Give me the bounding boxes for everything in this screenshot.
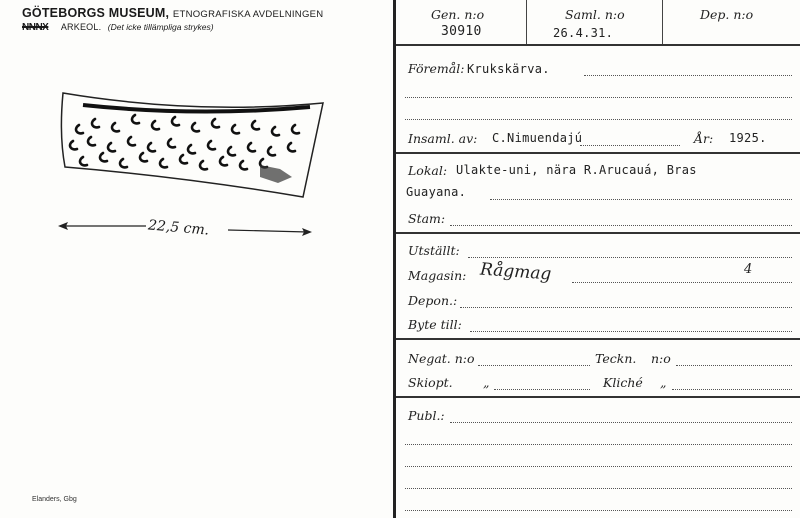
dotted-line	[450, 225, 792, 226]
museum-name: GÖTEBORGS MUSEUM,	[22, 6, 170, 20]
teckn-label: Teckn.	[595, 351, 637, 366]
gen-saml-separator	[526, 0, 527, 44]
dotted-line	[405, 97, 792, 98]
dotted-line	[405, 488, 792, 489]
dotted-line	[405, 119, 792, 120]
dotted-line	[405, 444, 792, 445]
insaml-value: C.Nimuendajú	[492, 131, 583, 145]
dotted-line	[460, 307, 792, 308]
rule-after-stam	[396, 232, 800, 234]
saml-dep-separator	[662, 0, 663, 44]
instruction-note: (Det icke tillämpliga strykes)	[107, 22, 214, 32]
gen-no-value: 30910	[441, 24, 482, 39]
teckn-no-label: n:o	[651, 351, 671, 366]
museum-header	[22, 6, 323, 20]
magasin-number: 4	[744, 262, 753, 277]
utstallt-label: Utställt:	[408, 243, 460, 258]
struck-out-option: NNNX	[22, 22, 49, 33]
publ-label: Publ.:	[408, 408, 445, 423]
stam-label: Stam:	[408, 211, 446, 226]
dotted-line	[676, 365, 792, 366]
dotted-line	[450, 422, 792, 423]
department-name: ETNOGRAFISKA AVDELNINGEN	[172, 9, 324, 20]
skiopt-ditto: „	[483, 375, 490, 390]
dotted-line	[672, 389, 792, 390]
dotted-line	[494, 389, 590, 390]
rule-after-skiopt	[396, 396, 800, 398]
depon-label: Depon.:	[408, 293, 458, 308]
printer-credit: Elanders, Gbg	[32, 496, 77, 503]
dotted-line	[580, 145, 680, 146]
rule-after-byte	[396, 338, 800, 340]
dotted-line	[572, 282, 792, 283]
potsherd-drawing	[55, 85, 335, 205]
dep-no-label: Dep. n:o	[700, 7, 754, 22]
gen-no-label: Gen. n:o	[431, 7, 485, 22]
negat-label: Negat. n:o	[408, 351, 475, 366]
dotted-line	[405, 510, 792, 511]
measurement-label: 22,5 cm.	[147, 217, 210, 239]
magasin-value: Rågmag	[479, 259, 552, 285]
dotted-line	[405, 466, 792, 467]
rule-after-insaml	[396, 152, 800, 154]
magasin-label: Magasin:	[408, 268, 467, 283]
ar-label: År:	[694, 131, 714, 146]
arkeol-label: ARKEOL.	[60, 22, 102, 32]
kliche-label: Kliché	[603, 375, 643, 390]
saml-no-value: 26.4.31.	[553, 26, 614, 40]
ar-value: 1925.	[729, 131, 767, 145]
rule-after-numbers	[396, 44, 800, 46]
skiopt-label: Skiopt.	[408, 375, 453, 390]
byte-till-label: Byte till:	[408, 317, 462, 332]
lokal-value-line1: Ulakte-uni, nära R.Arucauá, Bras	[456, 163, 697, 177]
dotted-line	[470, 331, 792, 332]
insaml-label: Insaml. av:	[408, 131, 478, 146]
saml-no-label: Saml. n:o	[565, 7, 625, 22]
dotted-line	[584, 75, 792, 76]
kliche-ditto: „	[660, 375, 667, 390]
dotted-line	[490, 199, 792, 200]
dotted-line	[478, 365, 590, 366]
header-subline	[22, 22, 214, 33]
card-divider	[393, 0, 396, 518]
lokal-label: Lokal:	[408, 163, 448, 178]
foremal-value: Krukskärva.	[467, 62, 550, 76]
lokal-value-line2: Guayana.	[406, 185, 467, 199]
dotted-line	[468, 257, 792, 258]
foremal-label: Föremål:	[408, 61, 465, 76]
